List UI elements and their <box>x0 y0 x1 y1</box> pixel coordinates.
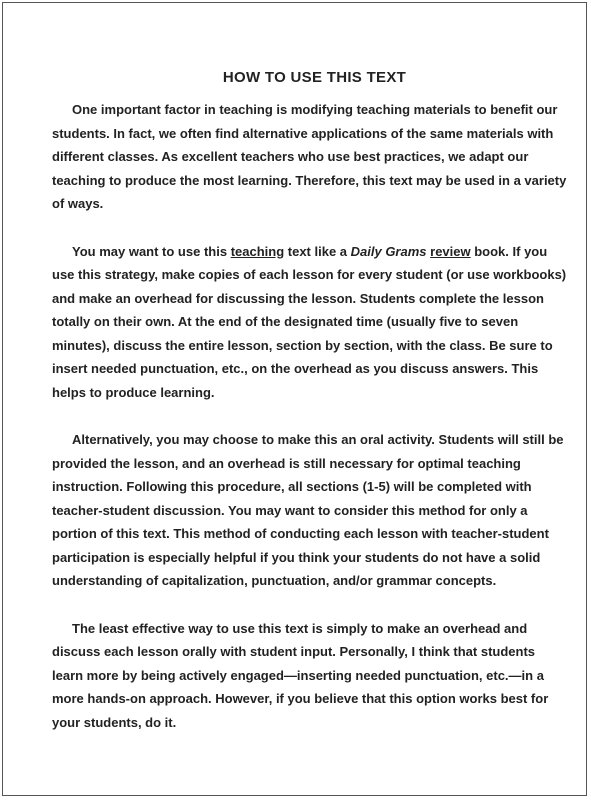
paragraph-2-part-d: book. If you use this strategy, make copies of each lesson for every student (or use workbooks) and make an overhead for discussing the lesson. Students complete the lesson totally on their own. At the end of the designated time (usually five to seven minutes), discuss the entire lesson, section by section, with the class. Be sure to insert needed punctuation, etc., on the overhead as you discuss answers. This helps to produce learning. <box>52 243 567 400</box>
paragraph-1: One important factor in teaching is modifying teaching materials to benefit our students. In fact, we often find alternative applications of the same materials with different classes. As excellent teachers who use best practices, we adapt our teaching to produce the most learning. Therefore, this text may be used in a variety of ways. <box>52 102 567 211</box>
paragraph-2-part-b: text like a <box>284 243 351 259</box>
paragraph-3: Alternatively, you may choose to make this an oral activity. Students will still be provided the lesson, and an overhead is still necessary for optimal teaching instruction. Following this procedure, all sections (1-5) will be completed with teacher-student discussion. You may want to consider this method for only a portion of this text. This method of conducting each lesson with teacher-student participation is especially helpful if you think your students do not have a solid understanding of capitalization, punctuation, and/or grammar concepts. <box>52 432 564 588</box>
paragraph-2 <box>52 240 567 405</box>
underlined-review: review <box>430 243 471 259</box>
book-title-daily-grams: Daily Grams <box>350 243 427 259</box>
paragraph-4: The least effective way to use this text is simply to make an overhead and discuss each lesson orally with student input. Personally, I think that students learn more by being actively engaged—inserting needed punctuation, etc.—in a more hands-on approach. However, if you believe that this option works best for your students, do it. <box>52 620 549 730</box>
paragraph-2-part-a: You may want to use this <box>72 243 231 259</box>
page-content <box>52 67 567 734</box>
page-title: HOW TO USE THIS TEXT <box>222 69 407 86</box>
document-page <box>2 2 587 796</box>
underlined-teaching: teaching <box>230 243 285 259</box>
